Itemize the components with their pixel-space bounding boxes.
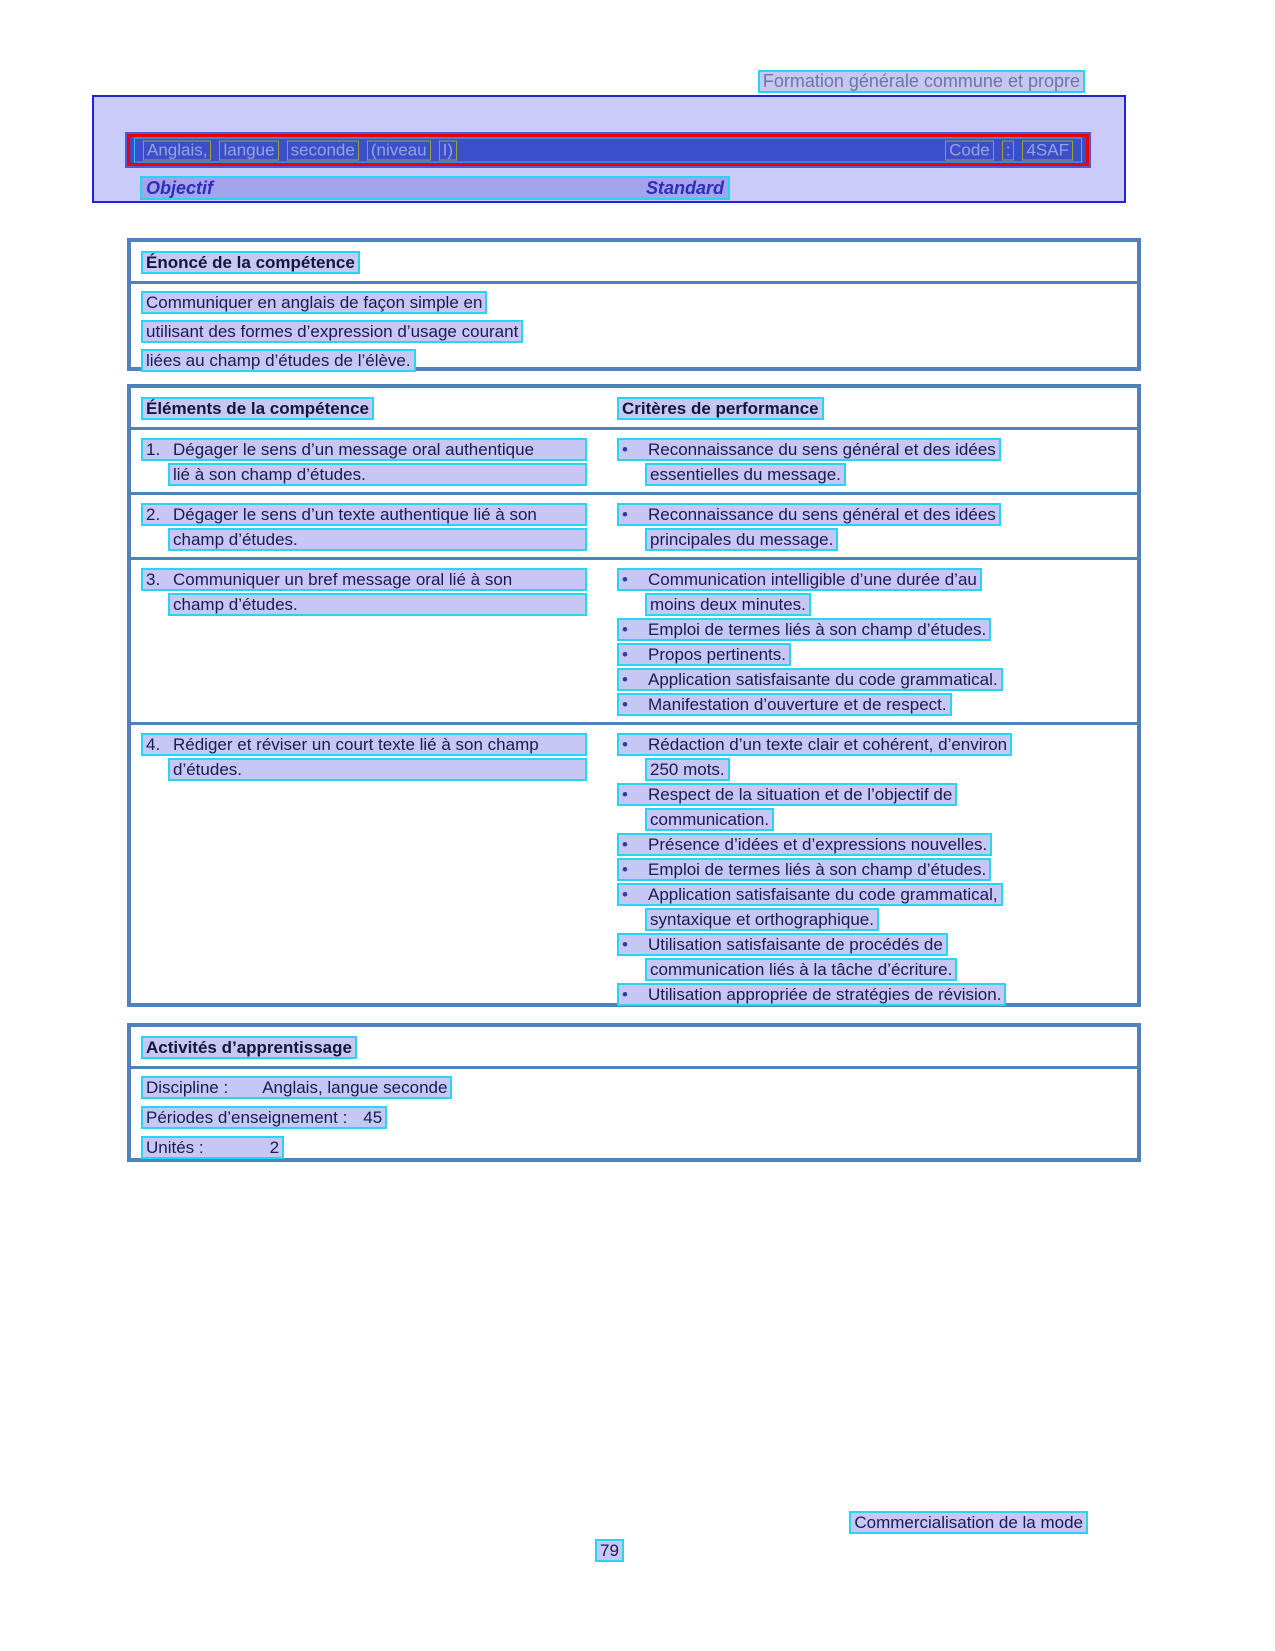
element-cell [141,438,617,488]
criterion-box: • Manifestation d’ouverture et de respect. [617,693,952,716]
criterion-box: • Propos pertinents. [617,643,791,666]
bullet-icon: • [622,505,628,524]
table-row [131,430,1137,495]
criterion-box: • Respect de la situation et de l’objectif de [617,783,957,806]
enonce-header-text: Énoncé de la compétence [141,251,360,274]
enonce-body [131,284,1137,372]
activity-row [141,1106,1137,1129]
element-text: Dégager le sens d’un texte authentique lié à son [173,505,537,524]
criterion-line [617,503,1131,526]
table-row [131,560,1137,725]
activites-table [127,1023,1141,1162]
elements-rows [131,430,1137,1012]
element-line [141,503,587,526]
course-title-word: langue [219,140,278,160]
course-code-word: : [1002,140,1015,160]
bullet-icon: • [622,645,628,664]
table-row [131,725,1137,1012]
criterion-box: communication. [645,808,774,831]
criterion-box: • Application satisfaisante du code grammatical. [617,668,1003,691]
enonce-table-header [131,242,1137,284]
criterion-line [617,808,1131,831]
bullet-icon: • [622,695,628,714]
criterion-line [617,883,1131,906]
activity-value: 45 [363,1108,383,1127]
objectif-standard-row [140,176,730,200]
item-number: 1. [146,440,161,459]
running-header-text: Formation générale commune et propre [758,70,1085,93]
enonce-line: utilisant des formes d’expression d’usage courant [141,320,523,343]
criterion-line [617,618,1131,641]
criterion-box: • Utilisation satisfaisante de procédés de [617,933,948,956]
criterion-box: • Application satisfaisante du code grammatical, [617,883,1003,906]
criterion-line [617,593,1131,616]
elements-header-left: Éléments de la compétence [141,397,374,420]
element-text: Communiquer un bref message oral lié à son [173,570,513,589]
criterion-line [617,783,1131,806]
item-number: 4. [146,735,161,754]
course-title-words [143,140,457,160]
item-number: 3. [146,570,161,589]
page-number [595,1539,624,1562]
criterion-line [617,463,1131,486]
activites-rows [131,1069,1137,1159]
course-title-line [134,138,1082,163]
criteria-cell [617,503,1137,553]
element-line [141,733,587,756]
element-cell [141,503,617,553]
criterion-box: • Reconnaissance du sens général et des idées [617,438,1001,461]
element-cell [141,733,617,1008]
activity-row [141,1076,1137,1099]
bullet-icon: • [622,985,628,1004]
element-cell [141,568,617,718]
course-code-word: 4SAF [1022,140,1073,160]
criterion-box: • Reconnaissance du sens général et des idées [617,503,1001,526]
course-code-words [945,140,1073,160]
course-banner [92,95,1126,203]
running-header [758,70,1085,93]
activites-table-header [131,1027,1137,1069]
criterion-line [617,668,1131,691]
criterion-line [617,983,1131,1006]
element-line: champ d’études. [168,528,587,551]
criterion-box: syntaxique et orthographique. [645,908,879,931]
criterion-line [617,643,1131,666]
activity-line [141,1136,284,1159]
criteria-cell [617,568,1137,718]
criterion-line [617,958,1131,981]
enonce-table [127,238,1141,371]
bullet-icon: • [622,620,628,639]
criteria-cell [617,438,1137,488]
criterion-line [617,693,1131,716]
criterion-line [617,833,1131,856]
activity-label: Unités : [146,1138,204,1157]
activity-line [141,1106,387,1129]
criterion-box: • Emploi de termes liés à son champ d’études. [617,618,991,641]
course-title-word: (niveau [367,140,431,160]
criterion-line [617,528,1131,551]
criterion-line [617,438,1131,461]
page-number-text: 79 [595,1539,624,1562]
course-title-word: I) [439,140,457,160]
course-code-word: Code [945,140,994,160]
footer-program-name [849,1511,1088,1534]
elements-header-right: Critères de performance [617,397,824,420]
bullet-icon: • [622,735,628,754]
activity-line [141,1076,452,1099]
criterion-line [617,733,1131,756]
element-line: d’études. [168,758,587,781]
criterion-line [617,858,1131,881]
activites-header-text: Activités d’apprentissage [141,1036,357,1059]
criterion-box: communication liés à la tâche d’écriture. [645,958,957,981]
footer-program-text: Commercialisation de la mode [849,1511,1088,1534]
bullet-icon: • [622,785,628,804]
course-title-bar [125,132,1091,168]
bullet-icon: • [622,440,628,459]
course-title-bar-red-frame [127,134,1089,166]
item-number: 2. [146,505,161,524]
bullet-icon: • [622,860,628,879]
course-title-word: Anglais, [143,140,211,160]
criterion-box: • Présence d’idées et d’expressions nouvelles. [617,833,992,856]
elements-table-header [131,388,1137,430]
criterion-box: 250 mots. [645,758,730,781]
activity-label: Périodes d’enseignement : [146,1108,348,1127]
elements-table [127,384,1141,1007]
objectif-heading: Objectif [146,178,214,198]
element-text: Dégager le sens d’un message oral authentique [173,440,535,459]
criterion-box: • Emploi de termes liés à son champ d’études. [617,858,991,881]
bullet-icon: • [622,935,628,954]
enonce-line: liées au champ d’études de l’élève. [141,349,416,372]
criterion-box: • Rédaction d’un texte clair et cohérent, d’environ [617,733,1012,756]
element-line: champ d’études. [168,593,587,616]
criterion-box: • Communication intelligible d’une durée d’au [617,568,982,591]
standard-heading: Standard [645,178,724,198]
activity-value: Anglais, langue seconde [262,1078,448,1097]
element-line [141,568,587,591]
course-title-word: seconde [287,140,359,160]
criterion-box: moins deux minutes. [645,593,811,616]
element-line [141,438,587,461]
element-line: lié à son champ d’études. [168,463,587,486]
criterion-box: • Utilisation appropriée de stratégies de révision. [617,983,1006,1006]
criterion-line [617,568,1131,591]
table-row [131,495,1137,560]
criteria-cell [617,733,1137,1008]
bullet-icon: • [622,835,628,854]
bullet-icon: • [622,670,628,689]
criterion-box: essentielles du message. [645,463,846,486]
criterion-line [617,908,1131,931]
bullet-icon: • [622,885,628,904]
bullet-icon: • [622,570,628,589]
criterion-line [617,758,1131,781]
enonce-line: Communiquer en anglais de façon simple en [141,291,487,314]
activity-value: 2 [269,1138,280,1157]
criterion-box: principales du message. [645,528,838,551]
activity-row [141,1136,1137,1159]
activity-label: Discipline : [146,1078,229,1097]
element-text: Rédiger et réviser un court texte lié à son champ [173,735,539,754]
criterion-line [617,933,1131,956]
